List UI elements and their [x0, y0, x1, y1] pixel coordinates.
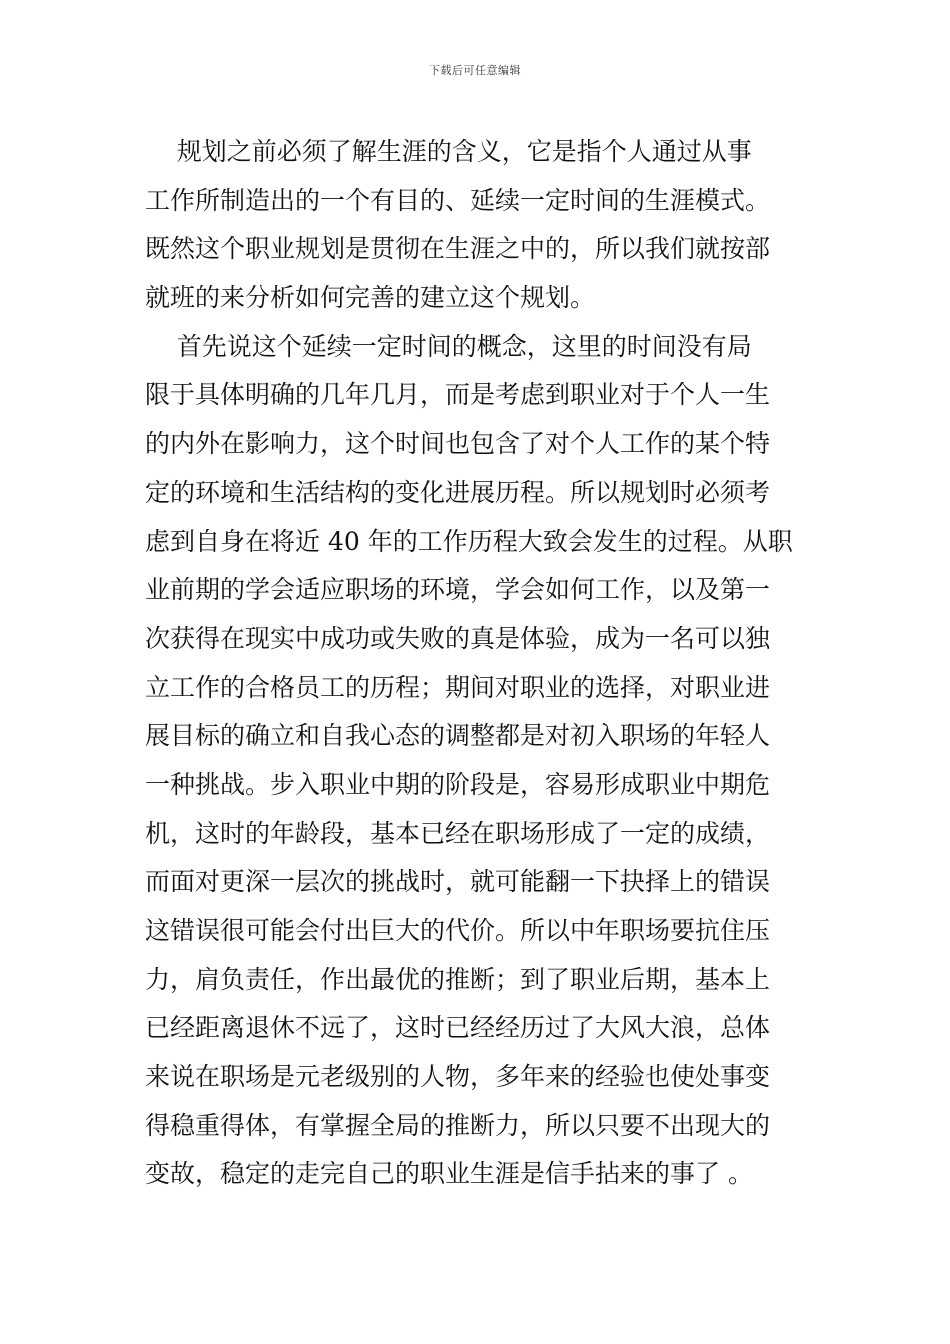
text-line: 业前期的学会适应职场的环境，学会如何工作，以及第一 [145, 575, 771, 605]
text-line: 机，这时的年龄段，基本已经在职场形成了一定的成绩， [145, 818, 771, 848]
page-header: 下载后可任意编辑 [429, 64, 521, 77]
text-line: 工作所制造出的一个有目的、延续一定时间的生涯模式。 [145, 185, 771, 215]
text-line: 这错误很可能会付出巨大的代价。所以中年职场要抗住压 [145, 916, 771, 945]
text-line: 次获得在现实中成功或失败的真是体验，成为一名可以独 [145, 623, 771, 653]
text-line: 来说在职场是元老级别的人物，多年来的经验也使处事变 [145, 1062, 771, 1092]
text-line: 立工作的合格员工的历程；期间对职业的选择，对职业进 [145, 672, 771, 702]
text-line: 规划之前必须了解生涯的含义，它是指个人通过从事 [145, 137, 752, 166]
text-line: 首先说这个延续一定时间的概念，这里的时间没有局 [145, 331, 752, 361]
paragraph-2 [145, 323, 805, 1199]
text-line: 已经距离退休不远了，这时已经经历过了大风大浪，总体 [145, 1013, 771, 1043]
text-line: 虑到自身在将近 40 年的工作历程大致会发生的过程。从职 [145, 526, 793, 556]
text-line: 得稳重得体，有掌握全局的推断力，所以只要不出现大的 [145, 1110, 771, 1140]
text-line: 既然这个职业规划是贯彻在生涯之中的，所以我们就按部 [145, 234, 771, 264]
text-line: 展目标的确立和自我心态的调整都是对初入职场的年轻人 [145, 721, 771, 751]
text-line: 变故，稳定的走完自己的职业生涯是信手拈来的事了 。 [145, 1159, 753, 1189]
text-line: 的内外在影响力，这个时间也包含了对个人工作的某个特 [145, 429, 771, 459]
document-body [145, 128, 805, 1199]
text-line: 限于具体明确的几年几月，而是考虑到职业对于个人一生 [145, 380, 771, 410]
paragraph-1 [145, 128, 805, 323]
text-line: 就班的来分析如何完善的建立这个规划。 [145, 283, 596, 313]
text-line: 定的环境和生活结构的变化进展历程。所以规划时必须考 [145, 477, 771, 507]
text-line: 一种挑战。步入职业中期的阶段是，容易形成职业中期危 [145, 769, 771, 799]
text-line: 力，肩负责任，作出最优的推断；到了职业后期，基本上 [145, 964, 771, 994]
text-line: 而面对更深一层次的挑战时，就可能翻一下抉择上的错误 [145, 867, 771, 897]
